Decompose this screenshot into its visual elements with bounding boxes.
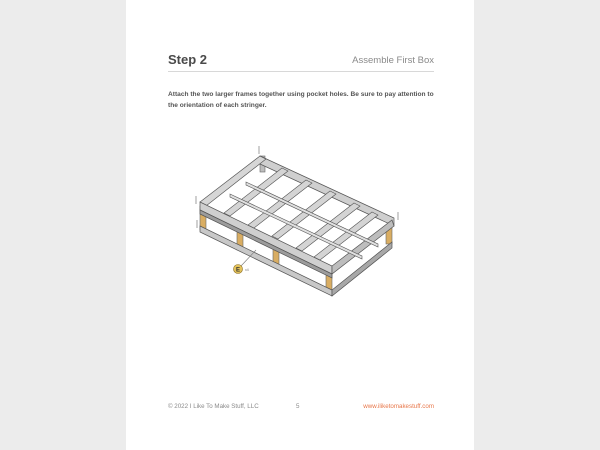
step-title: Step 2 — [168, 52, 208, 67]
footer-copyright: © 2022 I Like To Make Stuff, LLC — [168, 403, 259, 410]
header-divider — [168, 71, 434, 72]
bottom-frame — [200, 226, 392, 296]
part-callout-qty: x4 — [245, 268, 249, 272]
footer-page-number: 5 — [296, 403, 300, 410]
step-subtitle: Assemble First Box — [352, 55, 434, 66]
top-front-board-side — [200, 210, 332, 278]
footer-website-link[interactable]: www.iliketomakestuff.com — [363, 403, 434, 410]
part-callout-label: E — [235, 267, 241, 274]
frame-assembly-illustration — [186, 140, 426, 310]
document-page — [126, 0, 474, 450]
step-instructions: Attach the two larger frames together using pocket holes. Be sure to pay attention to the orientation of each stringer. — [168, 91, 434, 109]
